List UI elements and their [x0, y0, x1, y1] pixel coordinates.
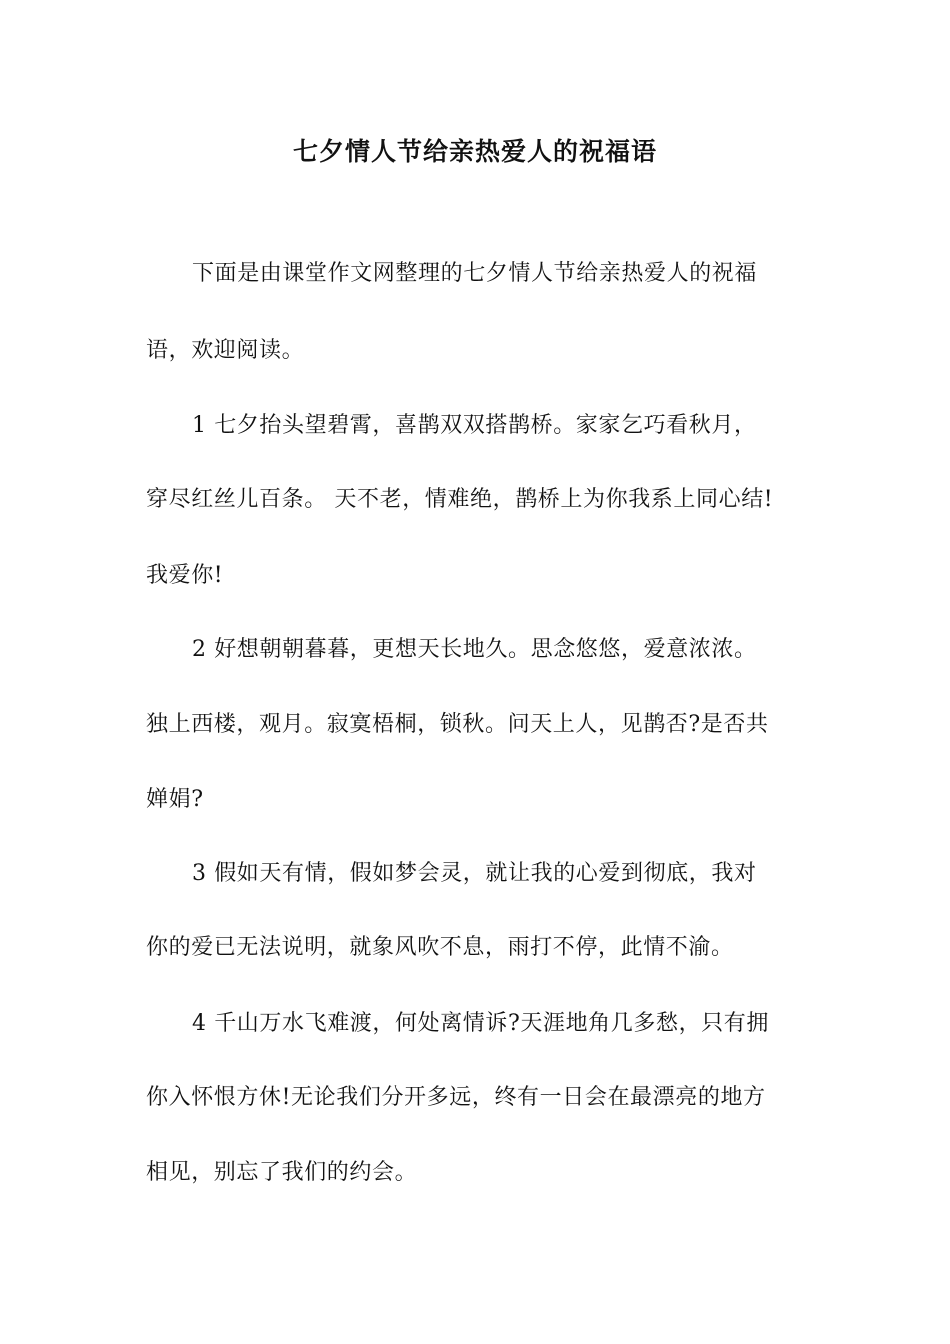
text-line: 你入怀恨方休!无论我们分开多远，终有一日会在最漂亮的地方	[146, 1085, 766, 1110]
text-line: 我爱你!	[146, 563, 224, 588]
text-line: 语，欢迎阅读。	[146, 338, 305, 363]
text-line: 4 千山万水飞难渡，何处离情诉?天涯地角几多愁，只有拥	[192, 1011, 769, 1036]
text-line: 你的爱已无法说明，就象风吹不息，雨打不停，此情不渝。	[146, 935, 734, 960]
text-line: 穿尽红丝儿百条。 天不老，情难绝，鹊桥上为你我系上同心结!	[146, 487, 774, 512]
document-title: 七夕情人节给亲热爱人的祝福语	[292, 137, 657, 166]
text-line: 婵娟?	[146, 787, 204, 812]
text-line: 相见，别忘了我们的约会。	[146, 1160, 418, 1185]
text-line: 3 假如天有情，假如梦会灵，就让我的心爱到彻底，我对	[192, 861, 757, 886]
text-line: 独上西楼，观月。寂寞梧桐，锁秋。问天上人，见鹊否?是否共	[146, 712, 769, 737]
text-line: 2 好想朝朝暮暮，更想天长地久。思念悠悠，爱意浓浓。	[192, 637, 757, 662]
text-line: 1 七夕抬头望碧霄，喜鹊双双搭鹊桥。家家乞巧看秋月，	[192, 413, 757, 438]
text-line: 下面是由课堂作文网整理的七夕情人节给亲热爱人的祝福	[192, 261, 758, 286]
